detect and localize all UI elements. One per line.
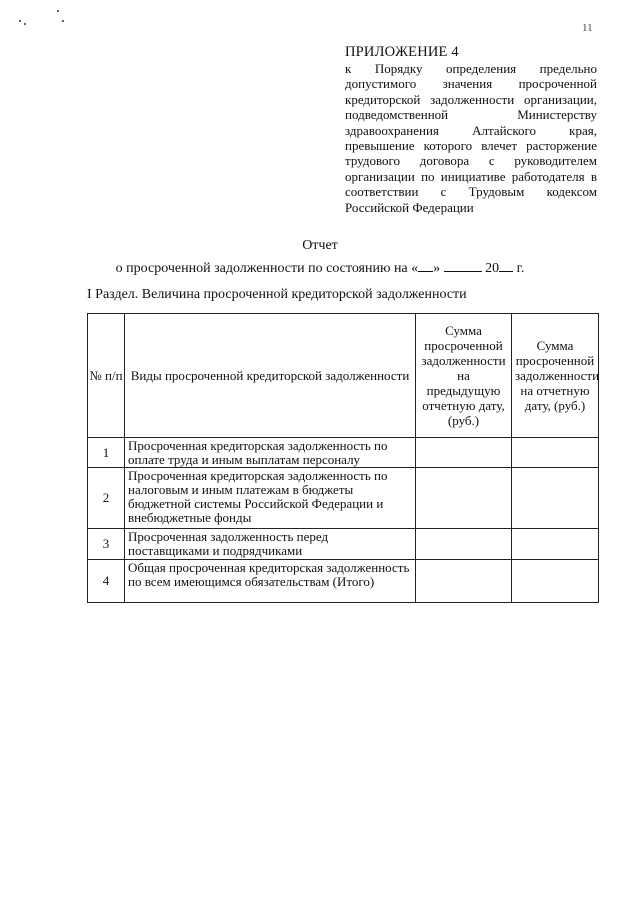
appendix-block — [345, 44, 597, 215]
row-number: 2 — [88, 468, 125, 529]
month-blank — [444, 258, 482, 272]
row-prev-amount — [416, 468, 512, 529]
scan-speck — [19, 20, 21, 22]
header-curr-amount: Сумма просроченной задолженности на отчетную дату, (руб.) — [512, 314, 599, 438]
row-prev-amount — [416, 438, 512, 468]
row-description: Просроченная кредиторская задолженность по налоговым и иным платежам в бюджеты бюджетной системы Российской Федерации и внебюджетные фонды — [125, 468, 416, 529]
report-subtitle — [0, 258, 640, 277]
debt-table — [87, 313, 599, 603]
row-description: Общая просроченная кредиторская задолженность по всем имеющимся обязательствам (Итого) — [125, 560, 416, 603]
section-title: I Раздел. Величина просроченной кредиторской задолженности — [87, 287, 467, 302]
header-debt-type: Виды просроченной кредиторской задолженности — [125, 314, 416, 438]
row-number: 3 — [88, 529, 125, 560]
table-row — [88, 468, 599, 529]
row-prev-amount — [416, 560, 512, 603]
table-header-row — [88, 314, 599, 438]
row-curr-amount — [512, 560, 599, 603]
day-blank — [418, 258, 433, 272]
table-row — [88, 438, 599, 468]
report-subtitle-text: о просроченной задолженности по состоянию на « — [115, 261, 419, 276]
header-number: № п/п — [88, 314, 125, 438]
row-curr-amount — [512, 529, 599, 560]
row-curr-amount — [512, 468, 599, 529]
row-number: 4 — [88, 560, 125, 603]
row-curr-amount — [512, 438, 599, 468]
row-prev-amount — [416, 529, 512, 560]
row-description: Просроченная задолженность перед поставщиками и подрядчиками — [125, 529, 416, 560]
report-subtitle-mid: » — [433, 261, 441, 276]
report-subtitle-year: 20 — [485, 261, 500, 276]
table-row — [88, 560, 599, 603]
page-number: 11 — [582, 22, 593, 34]
appendix-text: к Порядку определения предельно допустимого значения просроченной кредиторской задолженности организации, подведомственной Министерству здравоохранения Алтайского края, превышение которого влечет расторжение трудового договора с руководителем организации по инициативе работодателя в соответствии с Трудовым кодексом Российской Федерации — [345, 61, 597, 215]
scan-speck — [24, 23, 26, 25]
row-description: Просроченная кредиторская задолженность по оплате труда и иным выплатам персоналу — [125, 438, 416, 468]
row-number: 1 — [88, 438, 125, 468]
table-row — [88, 529, 599, 560]
appendix-title: ПРИЛОЖЕНИЕ 4 — [345, 44, 459, 60]
report-title: Отчет — [302, 238, 338, 253]
scan-speck — [57, 10, 59, 12]
header-prev-amount: Сумма просроченной задолженности на предыдущую отчетную дату, (руб.) — [416, 314, 512, 438]
year-blank — [499, 258, 513, 272]
scan-speck — [62, 20, 64, 22]
report-subtitle-end: г. — [516, 261, 525, 276]
